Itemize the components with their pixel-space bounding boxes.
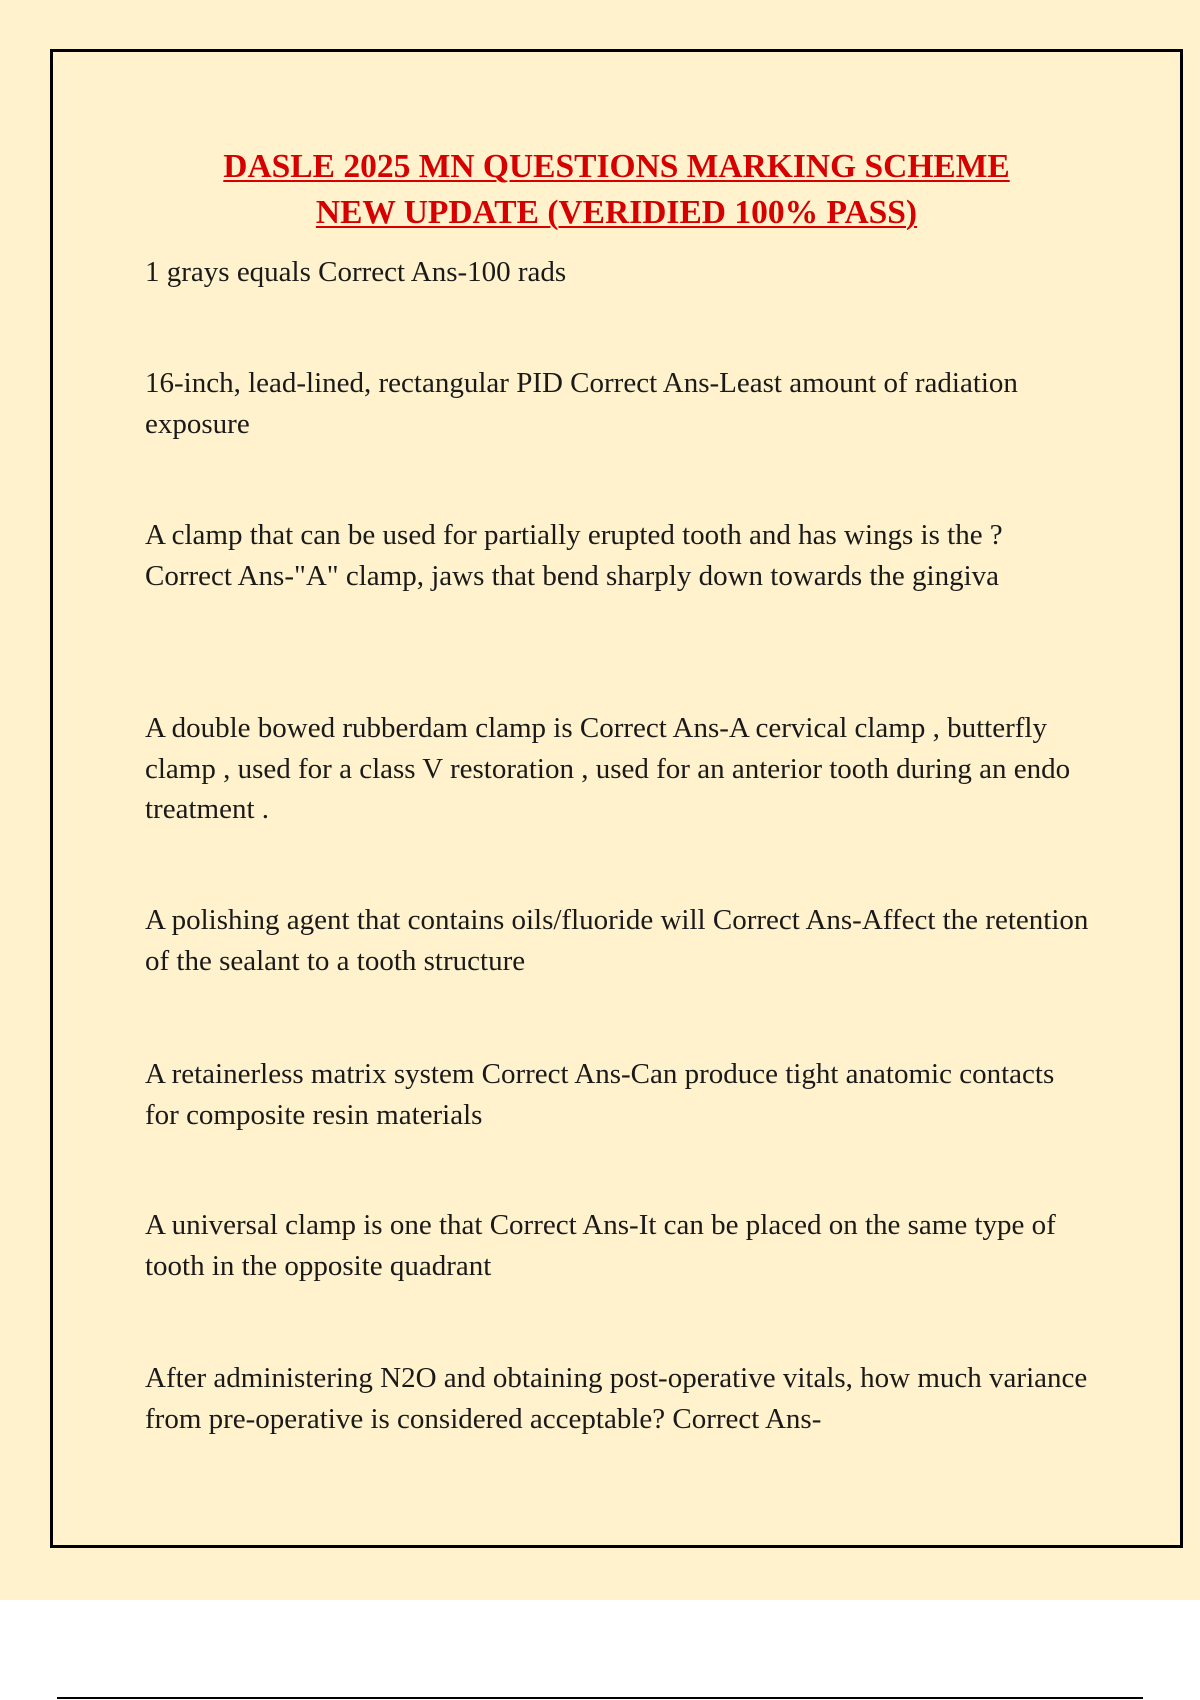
qa-item-3: A clamp that can be used for partially erupted tooth and has wings is the ? Correct Ans-"A" clamp, jaws that bend sharply down towards the gingiva [145,519,1003,592]
footer-divider [57,1697,1143,1699]
qa-item-1: 1 grays equals Correct Ans-100 rads [145,256,567,288]
document-title [0,144,1200,236]
qa-item-8: After administering N2O and obtaining post-operative vitals, how much variance from pre-operative is considered acceptable? Correct Ans- [145,1362,1088,1435]
qa-item-2: 16-inch, lead-lined, rectangular PID Correct Ans-Least amount of radiation exposure [145,367,1018,440]
qa-item-5: A polishing agent that contains oils/fluoride will Correct Ans-Affect the retention of the sealant to a tooth structure [145,904,1089,977]
document-title-line-1: DASLE 2025 MN QUESTIONS MARKING SCHEME [223,148,1010,185]
qa-item-4: A double bowed rubberdam clamp is Correct Ans-A cervical clamp , butterfly clamp , used for a class V restoration , used for an anterior tooth during an endo treatment . [145,712,1071,825]
document-title-line-2: NEW UPDATE (VERIDIED 100% PASS) [315,194,918,231]
qa-item-7: A universal clamp is one that Correct Ans-It can be placed on the same type of tooth in the opposite quadrant [145,1209,1056,1282]
qa-item-6: A retainerless matrix system Correct Ans-Can produce tight anatomic contacts for composite resin materials [145,1058,1055,1131]
